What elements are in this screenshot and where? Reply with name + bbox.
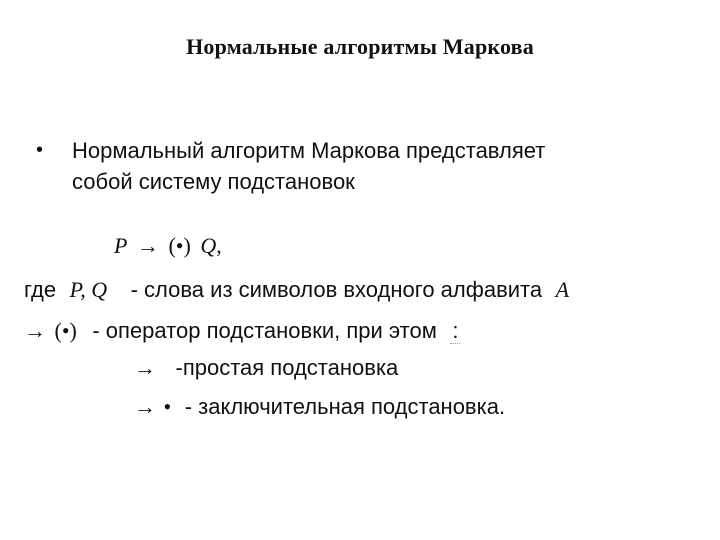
formula-operator: (•) [168, 233, 191, 258]
operator-symbol: (•) [54, 318, 77, 343]
bullet-text [72, 135, 672, 197]
final-substitution-line [134, 394, 505, 420]
final-dot-icon: • [163, 394, 172, 419]
operator-colon: : [452, 318, 459, 343]
where-line [24, 277, 569, 303]
formula-p: P [114, 233, 128, 258]
bullet-dot-icon: • [36, 139, 44, 161]
final-description: - заключительная подстановка. [184, 394, 506, 419]
formula-comma: , [216, 233, 222, 258]
where-description: - слова из символов входного алфавита [130, 277, 543, 302]
bullet-line-1: Нормальный алгоритм Маркова представляет [72, 138, 546, 163]
where-prefix: где [24, 277, 57, 302]
operator-arrow-icon: → [24, 318, 46, 343]
main-formula [114, 233, 222, 259]
bullet-line-2: собой систему подстановок [72, 169, 355, 194]
operator-description: - оператор подстановки, при этом [92, 318, 437, 343]
slide-title: Нормальные алгоритмы Маркова [186, 34, 534, 59]
simple-substitution-line [134, 355, 398, 381]
where-vars: P, Q [69, 277, 108, 302]
simple-description: -простая подстановка [175, 355, 399, 380]
simple-arrow-icon: → [134, 355, 156, 380]
final-arrow-icon: → [134, 394, 156, 419]
formula-arrow-icon: → [136, 233, 159, 258]
where-alphabet: A [555, 277, 570, 302]
operator-line [24, 318, 460, 344]
formula-q: Q [200, 233, 217, 258]
